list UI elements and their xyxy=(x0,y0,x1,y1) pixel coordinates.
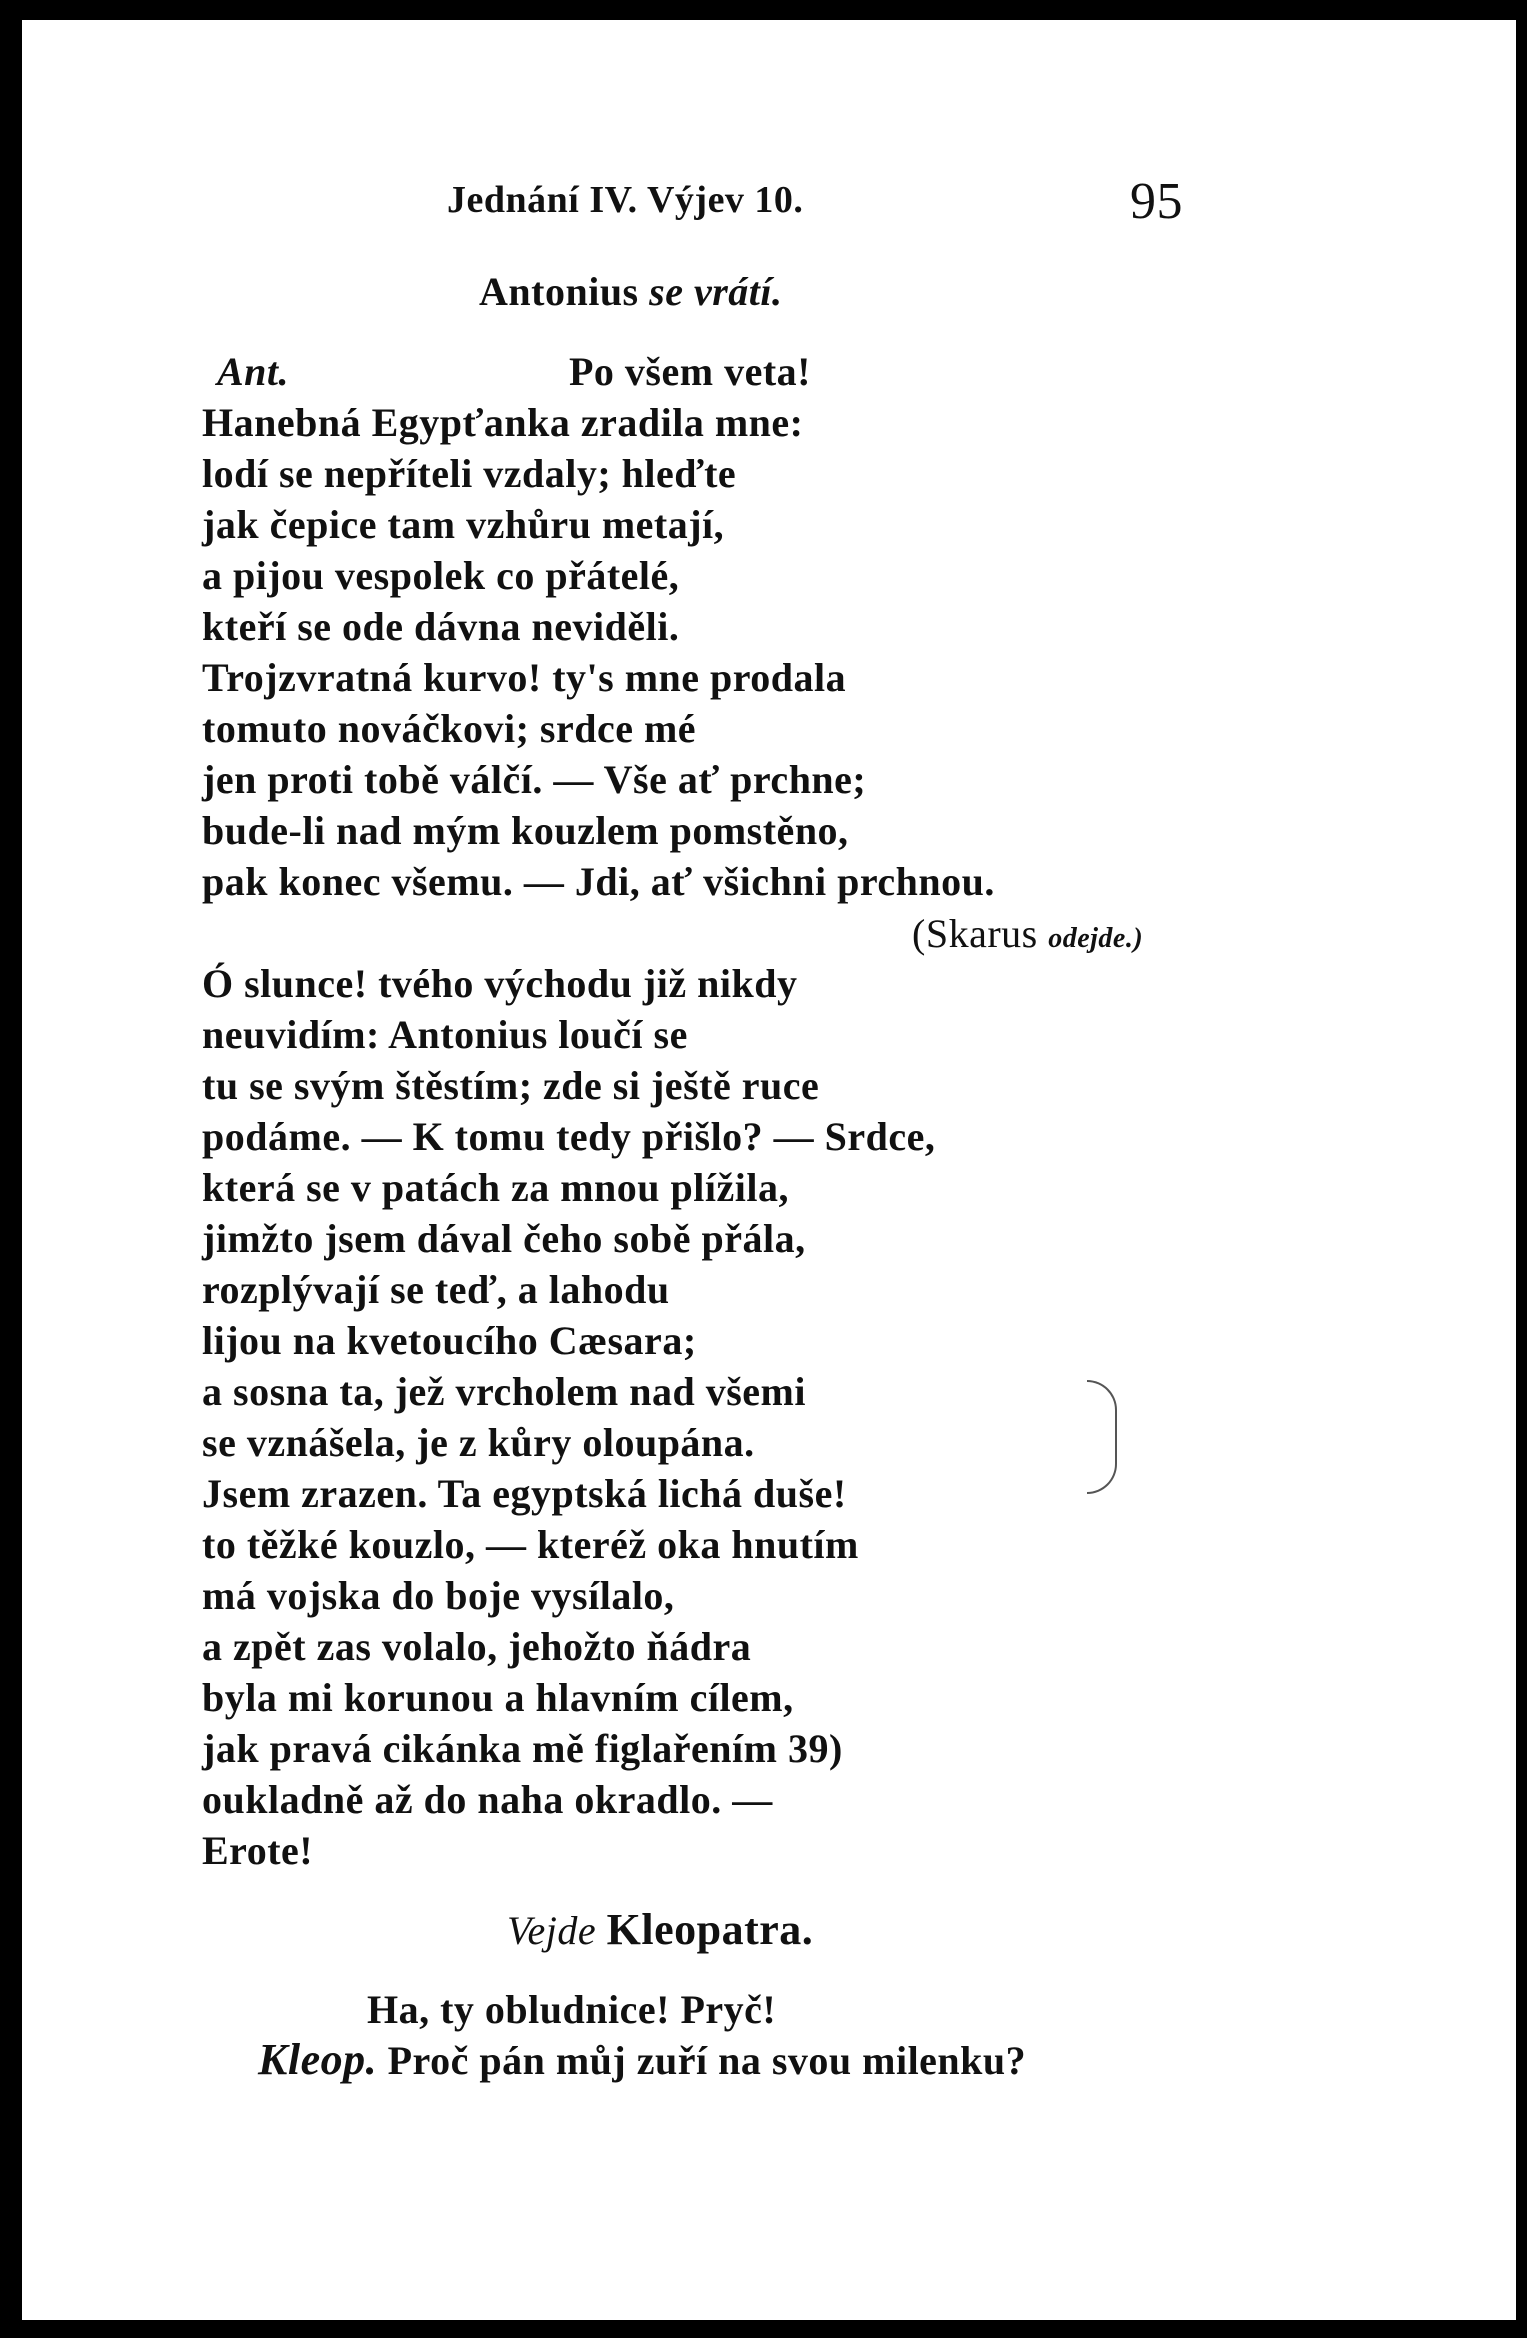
verse-line: pak konec všemu. — Jdi, ať všichni prchnou. xyxy=(202,859,995,904)
stage-direction-exit xyxy=(912,912,1143,961)
verse-line: rozplývají se teď, a lahodu xyxy=(202,1267,670,1312)
book-page xyxy=(22,20,1516,2320)
stage-action: se vrátí. xyxy=(649,269,783,314)
verse-line: Ha, ty obludnice! Pryč! xyxy=(367,1987,777,2032)
stage-direction-enter xyxy=(507,1905,814,1954)
verse-line: oukladně až do naha okradlo. — xyxy=(202,1777,773,1822)
verse-line: byla mi korunou a hlavním cílem, xyxy=(202,1675,794,1720)
verse-line: Po všem veta! xyxy=(569,349,811,394)
verse-line: Erote! xyxy=(202,1828,314,1873)
exit-action: odejde.) xyxy=(1048,923,1144,954)
verse-line: má vojska do boje vysílalo, xyxy=(202,1573,675,1618)
verse-line: jimžto jsem dával čeho sobě přála, xyxy=(202,1216,806,1261)
stage-action: Vejde xyxy=(507,1908,597,1953)
verse-line: jak pravá cikánka mě figlařením 39) xyxy=(202,1726,843,1771)
verse-line: která se v patách za mnou plížila, xyxy=(202,1165,789,1210)
verse-line: Ó slunce! tvého východu již nikdy xyxy=(202,961,798,1006)
pencil-mark xyxy=(1087,1380,1117,1494)
page-number: 95 xyxy=(1130,173,1183,230)
verse-line: tu se svým štěstím; zde si ještě ruce xyxy=(202,1063,820,1108)
verse-line: a zpět zas volalo, jehožto ňádra xyxy=(202,1624,752,1669)
verse-line: Jsem zrazen. Ta egyptská lichá duše! xyxy=(202,1471,847,1516)
verse-line: a pijou vespolek co přátelé, xyxy=(202,553,680,598)
verse-line: jen proti tobě válčí. — Vše ať prchne; xyxy=(202,757,867,802)
stage-direction-enter xyxy=(479,270,783,314)
speaker-label: Ant. xyxy=(217,349,290,394)
exit-name: (Skarus xyxy=(912,911,1038,956)
verse-line: se vznášela, je z kůry oloupána. xyxy=(202,1420,755,1465)
verse-line: Trojzvratná kurvo! ty's mne prodala xyxy=(202,655,847,700)
speech-line xyxy=(258,2035,1027,2084)
verse-line: podáme. — K tomu tedy přišlo? — Srdce, xyxy=(202,1114,936,1159)
verse-line: lijou na kvetoucího Cæsara; xyxy=(202,1318,697,1363)
verse-line: bude-li nad mým kouzlem pomstěno, xyxy=(202,808,849,853)
verse-text: Proč pán můj zuří na svou milenku? xyxy=(387,2038,1027,2083)
verse-line: Hanebná Egypťanka zradila mne: xyxy=(202,400,804,445)
speaker-label: Kleop. xyxy=(258,2035,378,2084)
verse-line: to těžké kouzlo, — kteréž oka hnutím xyxy=(202,1522,859,1567)
verse-line: lodí se nepříteli vzdaly; hleďte xyxy=(202,451,737,496)
stage-name: Kleopatra. xyxy=(606,1905,814,1954)
verse-line: jak čepice tam vzhůru metají, xyxy=(202,502,725,547)
running-title: Jednání IV. Výjev 10. xyxy=(447,179,804,221)
verse-line: a sosna ta, jež vrcholem nad všemi xyxy=(202,1369,806,1414)
verse-line: neuvidím: Antonius loučí se xyxy=(202,1012,688,1057)
verse-line: tomuto nováčkovi; srdce mé xyxy=(202,706,697,751)
verse-line: kteří se ode dávna neviděli. xyxy=(202,604,680,649)
stage-name: Antonius xyxy=(479,269,639,314)
